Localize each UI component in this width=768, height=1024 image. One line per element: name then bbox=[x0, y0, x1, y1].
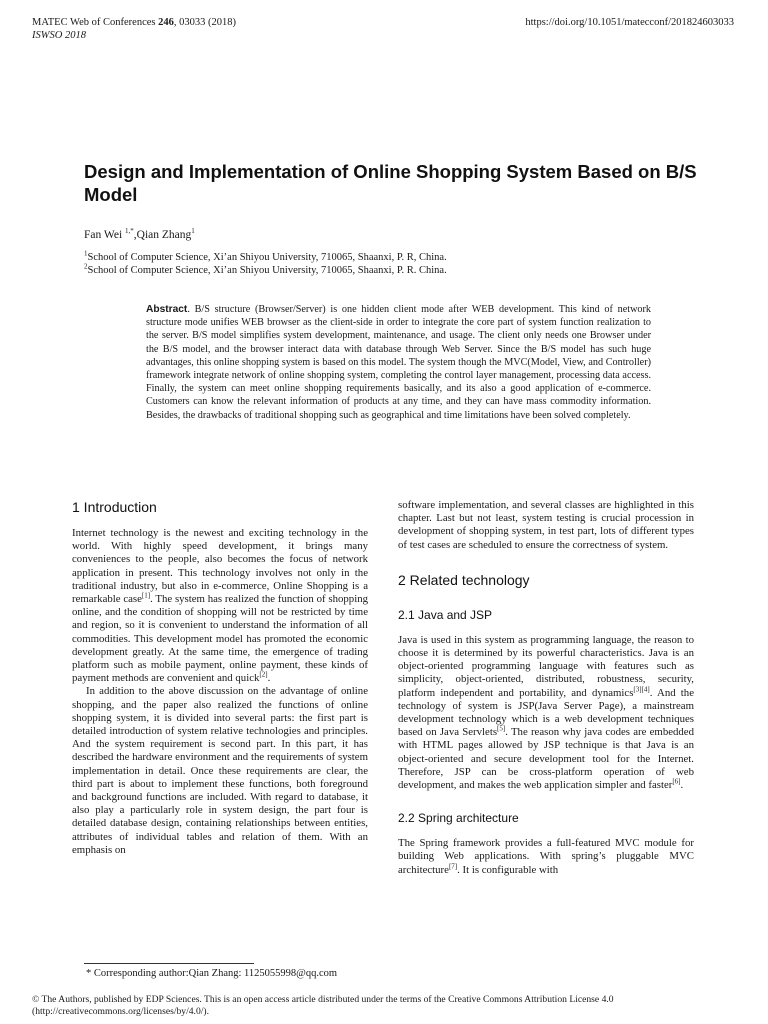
abstract bbox=[146, 303, 651, 422]
author-2: ,Qian Zhang bbox=[133, 229, 192, 241]
section-heading-introduction: 1 Introduction bbox=[72, 499, 157, 515]
java-paragraph: Java is used in this system as programming language, the reason to choose it is determined by its powerful characteristics. Java is an object-oriented programming language with features such as simplicity, object-oriented, distributed, robustness, security, platform independent and portability, and dynamics[3][4]. And the technology of system is JSP(Java Server Page), a mainstream development technology which is a web development techniques based on Java Servlets[5]. The reason why java codes are embedded with HTML pages allowed by JSP technique is that Java is an object-oriented and secure development tool for the Internet. Therefore, JSP can be cross-platform operation of web development, and makes the web application simpler and faster[6]. bbox=[398, 633, 694, 792]
running-header-left bbox=[32, 16, 236, 42]
author-1-affil-marker: 1,* bbox=[125, 227, 134, 236]
footnote-divider bbox=[84, 963, 254, 964]
abstract-label: Abstract bbox=[146, 304, 188, 315]
author-line bbox=[84, 229, 195, 241]
intro-paragraph-1: Internet technology is the newest and exciting technology in the world. With highly speed development, it brings many conveniences to the people, also becomes the focus of network application in present. This technology involves not only in the traditional industry, but also in e-commerce, Online Shopping is a remarkable case[1]. The system has realized the function of shopping online, and the condition of shopping will not be restricted by time and region, so it is convenient to understand the information of all commodities. This development model has promoted the economic development greatly. At the same time, the emergence of trading platform such as mobile payment, online payment, these kinds of payment methods are convenient and quick[2]. bbox=[72, 527, 368, 685]
subsection-heading-spring: 2.2 Spring architecture bbox=[398, 811, 519, 826]
doi-link[interactable]: https://doi.org/10.1051/matecconf/201824603033 bbox=[525, 17, 734, 28]
affiliations bbox=[84, 251, 447, 277]
paper-title: Design and Implementation of Online Shopping System Based on B/S Model bbox=[84, 161, 697, 205]
affiliation-1: $^1$School of Computer Science, Xi’an Shiyou University, 710065, Shaanxi, P. R, China. bbox=[84, 249, 447, 263]
journal-name: MATEC Web of Conferences bbox=[32, 17, 159, 28]
abstract-text: . B/S structure (Browser/Server) is one hidden client mode after WEB development. This kind of network structure mode unifies WEB browser as the client-side in order to integrate the core part of system function realization to the server. B/S model simplifies system development, maintenance, and usage. The client only needs one Browser under the B/S model, and the browser interact data with database through Web Server. Since the B/S model has such huge advantages, this online shopping system is based on this model. The system though the MVC(Model, View, and Controller) framework integrate network of online shopping system, completing the control layer management, processing data access. Finally, the system can meet online shopping requirements basically, and its also a good application of e-commerce. Customers can know the relevant information of products at any time, and they can have mass commodity information. Besides, the drawbacks of traditional shopping such as geographical and time limitations have been solved completely. bbox=[146, 304, 651, 421]
license-footer: © The Authors, published by EDP Sciences. This is an open access article distributed under the terms of the Creative Commons Attribution License 4.0 (http://creativecommons.org/licenses/by/4.0/). bbox=[32, 994, 614, 1017]
citation-ref[interactable]: [5] bbox=[497, 724, 506, 733]
citation-ref[interactable]: [7] bbox=[448, 862, 458, 871]
citation-ref[interactable]: [6] bbox=[672, 777, 681, 786]
citation-ref[interactable]: [3][4] bbox=[633, 685, 650, 694]
affiliation-2: $^2$School of Computer Science, Xi’an Shiyou University, 710065, Shaanxi, P. R. China. bbox=[84, 262, 447, 276]
article-info: , 03033 (2018) bbox=[173, 17, 236, 28]
citation-ref[interactable]: [2] bbox=[259, 670, 268, 679]
section-heading-related-technology: 2 Related technology bbox=[398, 571, 530, 588]
right-column bbox=[398, 499, 694, 877]
author-1: Fan Wei bbox=[84, 229, 126, 241]
intro-paragraph-2: In addition to the above discussion on the advantage of online shopping, and the paper also realized the functions of online shopping system, it is divided into several parts: the first part is detailed introduction of system relative technologies and principles. And the system requirement is second part. In this part, it has described the hardware environment and the requirements of system implementation in detail. Once these requirements are clear, the third part is about to implement these functions, both foreground and background functions are included. With regard to database, it also play a particularly role in system design, the part four is detailed database design, containing relationships between entities, attributes of individual tables and relation of them. With an emphasis on bbox=[72, 685, 368, 856]
journal-volume: 246 bbox=[158, 17, 174, 28]
citation-ref[interactable]: [1] bbox=[141, 591, 151, 600]
subsection-heading-java-jsp: 2.1 Java and JSP bbox=[398, 607, 493, 622]
corresponding-author-footnote: * Corresponding author:Qian Zhang: 1125055998@qq.com bbox=[86, 968, 338, 979]
spring-paragraph: The Spring framework provides a full-featured MVC module for building Web applications. With spring’s pluggable MVC architecture[7]. It is configurable with bbox=[398, 837, 694, 876]
conference-name: ISWSO 2018 bbox=[32, 30, 86, 41]
intro-paragraph-continued: software implementation, and several classes are highlighted in this chapter. Last but not least, system testing is crucial procession in development of shopping system, in test part, lots of different types of test cases are scheduled to ensure the correctness of system. bbox=[398, 499, 694, 551]
author-2-affil-marker: 1 bbox=[191, 227, 195, 236]
left-column bbox=[72, 499, 368, 857]
